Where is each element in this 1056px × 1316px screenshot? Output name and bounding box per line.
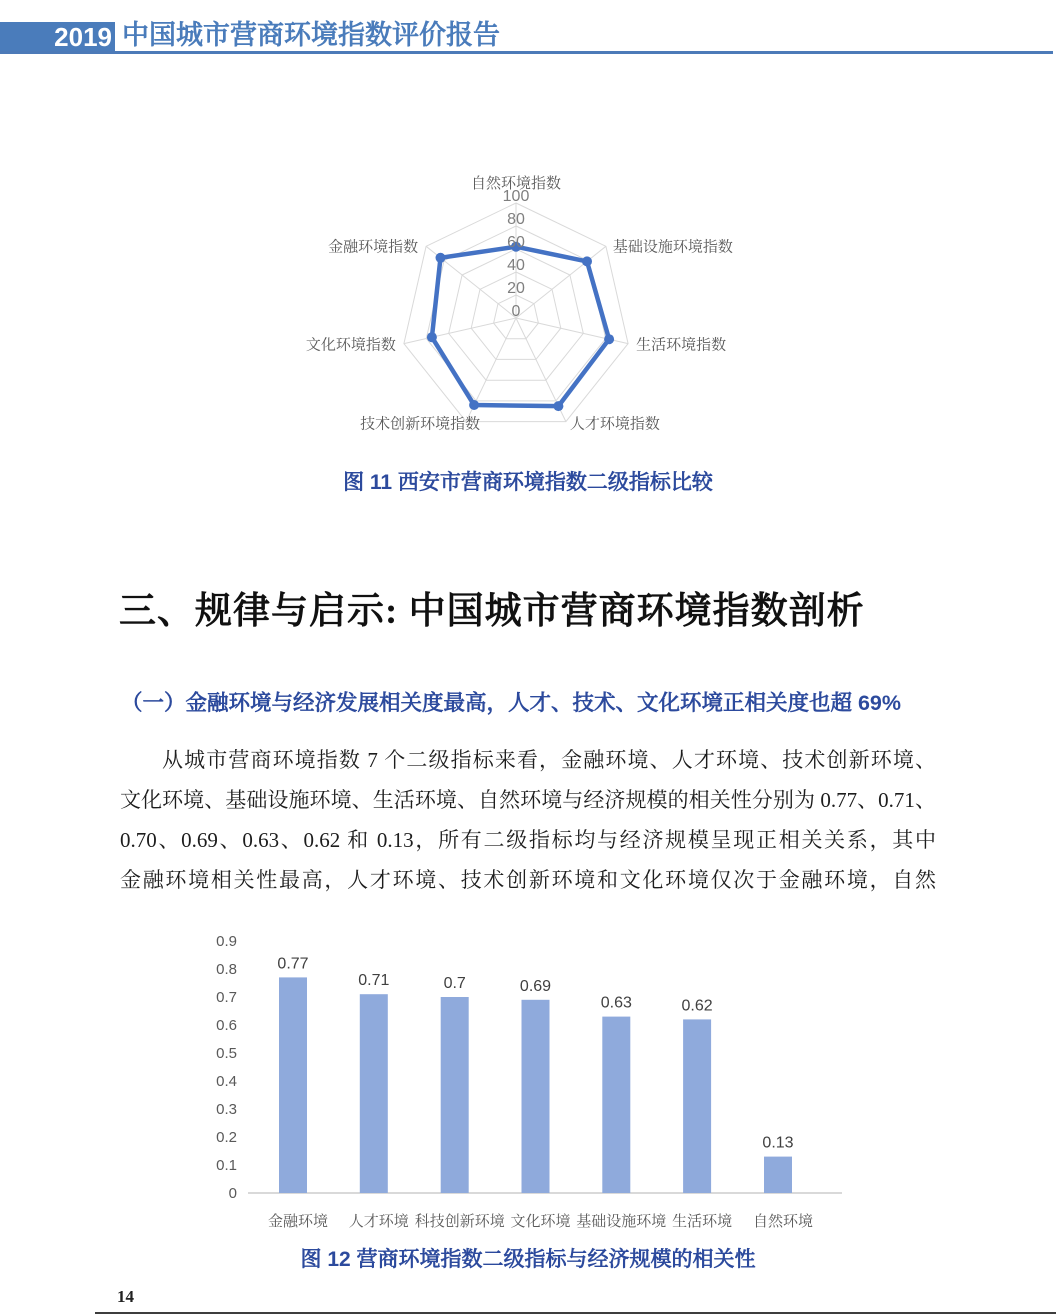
svg-text:0.63: 0.63 [600, 994, 632, 1012]
svg-text:0.5: 0.5 [216, 1045, 237, 1062]
bar-chart-svg [190, 925, 890, 1235]
radar-figure-caption: 图 11 西安市营商环境指数二级指标比较 [343, 471, 713, 494]
svg-text:金融环境指数: 金融环境指数 [328, 238, 419, 256]
page-number: 14 [117, 1287, 134, 1306]
svg-text:文化环境指数: 文化环境指数 [305, 336, 396, 354]
svg-text:自然环境: 自然环境 [752, 1213, 814, 1230]
svg-text:基础设施环境: 基础设施环境 [576, 1213, 667, 1230]
svg-text:金融环境: 金融环境 [267, 1213, 329, 1230]
svg-text:0.4: 0.4 [216, 1073, 237, 1090]
svg-text:0.8: 0.8 [216, 961, 237, 978]
radar-chart-figure [300, 165, 740, 465]
svg-text:0.1: 0.1 [216, 1157, 237, 1174]
svg-text:0.69: 0.69 [519, 977, 552, 995]
svg-text:科技创新环境: 科技创新环境 [414, 1213, 505, 1230]
header-year-label: 2019 [54, 21, 112, 52]
bar-figure-caption: 图 12 营商环境指数二级指标与经济规模的相关性 [300, 1248, 756, 1271]
svg-text:0.2: 0.2 [216, 1129, 237, 1146]
section-heading: 三、规律与启示: 中国城市营商环境指数剖析 [119, 591, 865, 632]
body-paragraph [120, 740, 936, 900]
svg-text:基础设施环境指数: 基础设施环境指数 [612, 238, 733, 256]
svg-text:0.7: 0.7 [443, 975, 466, 992]
svg-text:100: 100 [502, 188, 530, 205]
svg-text:40: 40 [507, 257, 525, 274]
svg-text:0: 0 [228, 1185, 237, 1202]
svg-text:0.9: 0.9 [216, 933, 237, 950]
header-divider-line [0, 51, 1053, 54]
svg-text:20: 20 [507, 280, 525, 297]
svg-text:0.77: 0.77 [277, 955, 309, 973]
body-line: 0.70、0.69、0.63、0.62 和 0.13，所有二级指标均与经济规模呈现正相关关系，其中 [120, 828, 936, 852]
svg-text:生活环境: 生活环境 [672, 1213, 733, 1230]
svg-text:人才环境指数: 人才环境指数 [569, 415, 660, 433]
svg-text:0.71: 0.71 [358, 972, 390, 990]
body-line: 从城市营商环境指数 7 个二级指标来看，金融环境、人才环境、技术创新环境、 [162, 748, 936, 772]
svg-text:自然环境指数: 自然环境指数 [470, 175, 562, 192]
svg-text:60: 60 [507, 234, 525, 251]
svg-text:0.7: 0.7 [216, 989, 237, 1006]
body-line: 文化环境、基础设施环境、生活环境、自然环境与经济规模的相关性分别为 0.77、0.71、 [120, 788, 936, 812]
svg-text:人才环境: 人才环境 [348, 1213, 409, 1230]
header-report-title: 中国城市营商环境指数评价报告 [122, 20, 500, 50]
svg-text:80: 80 [507, 211, 525, 228]
svg-text:0.13: 0.13 [762, 1134, 794, 1152]
subsection-heading: （一）金融环境与经济发展相关度最高，人才、技术、文化环境正相关度也超 69% [121, 691, 902, 715]
header-year-badge [0, 22, 115, 51]
svg-text:0.3: 0.3 [216, 1101, 237, 1118]
svg-text:0: 0 [511, 303, 521, 320]
svg-text:文化环境: 文化环境 [510, 1213, 571, 1230]
radar-chart-svg [300, 165, 740, 465]
svg-text:生活环境指数: 生活环境指数 [636, 336, 727, 354]
svg-text:0.62: 0.62 [681, 997, 713, 1015]
footer-line [95, 1312, 1056, 1314]
bar-chart-figure [190, 925, 890, 1235]
svg-text:0.6: 0.6 [216, 1017, 237, 1034]
body-line: 金融环境相关性最高，人才环境、技术创新环境和文化环境仅次于金融环境，自然 [120, 868, 936, 892]
svg-text:技术创新环境指数: 技术创新环境指数 [360, 415, 481, 433]
